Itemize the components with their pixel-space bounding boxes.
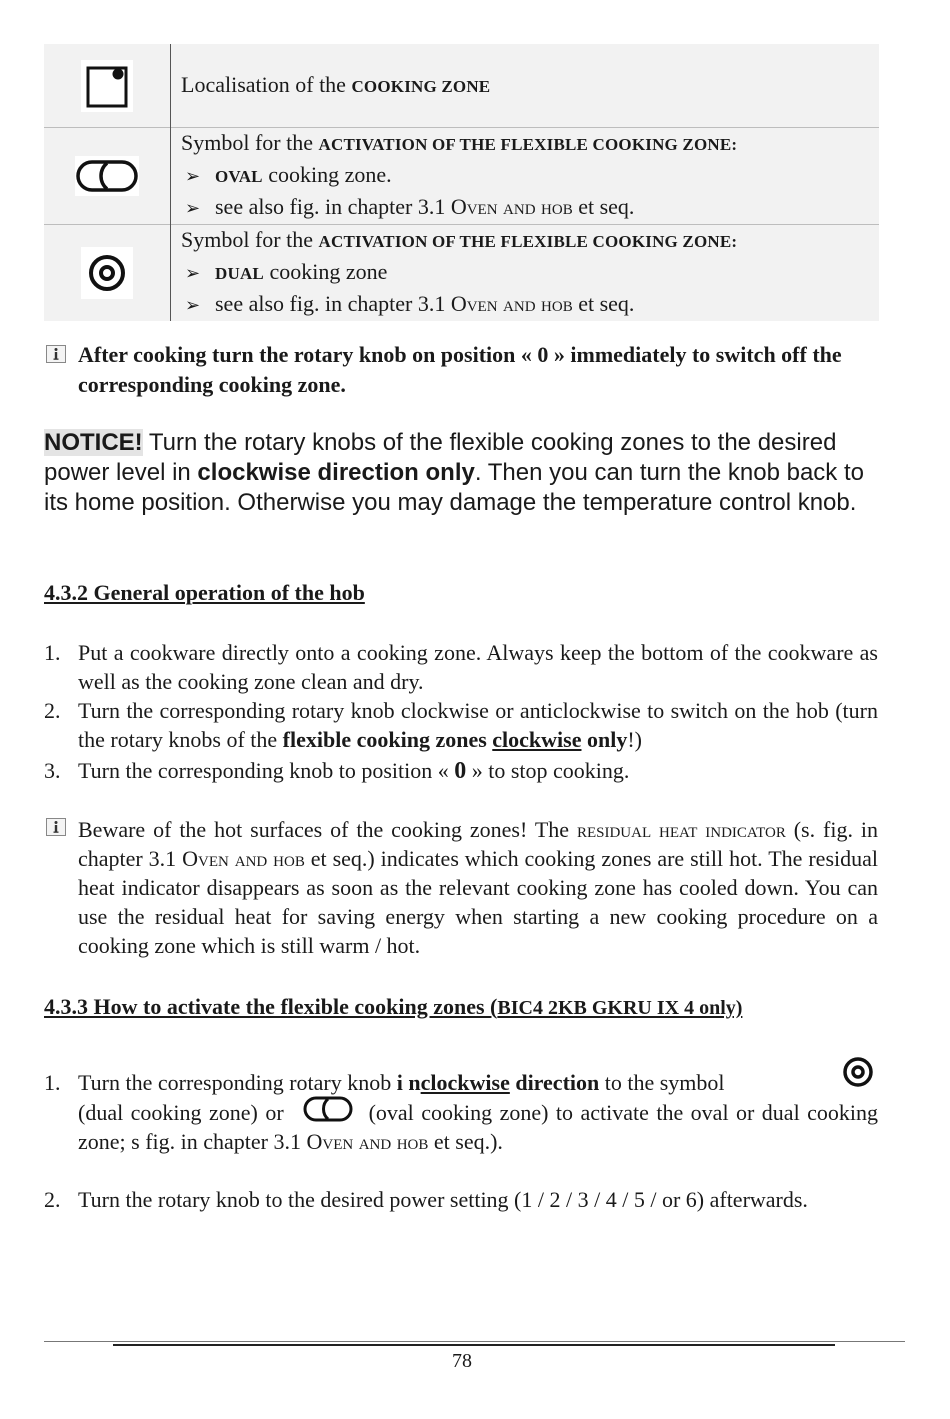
cooking-off-note: After cooking turn the rotary knob on position « 0 » immediately to switch off the corresponding cooking zone. (78, 342, 842, 397)
footer-divider (113, 1344, 835, 1346)
list-item (44, 696, 878, 754)
step-number: 3. (44, 758, 61, 783)
arrow-bullet-icon: ➢ (185, 166, 201, 187)
step-bold-text: direction (509, 1070, 600, 1095)
row-title (181, 128, 879, 160)
step-line (78, 1054, 878, 1098)
bullet-caps: DUAL (215, 264, 264, 283)
row-text: Symbol for the (181, 227, 319, 252)
bullet-text-end: et seq. (572, 291, 635, 316)
step-number: 2. (44, 1187, 61, 1212)
bullet-smallcaps: Oven and hob (450, 194, 573, 219)
list-item (44, 638, 878, 696)
note-smallcaps: residual heat indicator (576, 817, 786, 842)
bullet-item (181, 257, 879, 289)
step-bold-text: flexible cooking zones (282, 727, 487, 752)
heading-text: 4.3.3 How to activate the flexible cooking zones ( (44, 994, 498, 1019)
table-row (44, 225, 879, 322)
notice-paragraph (44, 428, 880, 518)
residual-heat-note (78, 815, 878, 960)
arrow-bullet-icon: ➢ (185, 263, 201, 284)
bullet-item (181, 289, 879, 321)
symbol-cell (44, 44, 171, 128)
arrow-bullet-icon: ➢ (185, 198, 201, 219)
section-heading-flexible-zones (44, 994, 742, 1020)
step-text: to the symbol (599, 1070, 725, 1095)
general-operation-steps (44, 638, 878, 786)
list-item (44, 756, 878, 786)
row-text: Symbol for the (181, 130, 319, 155)
heading-model: BIC4 2KB GKRU IX 4 only) (497, 997, 743, 1019)
note-text: (s. fig. in chapter 3.1 (78, 817, 878, 871)
row-caps: ACTIVATION OF THE FLEXIBLE COOKING ZONE: (318, 232, 738, 251)
symbol-cell (44, 128, 171, 225)
step-text: Turn the corresponding rotary knob (78, 1070, 397, 1095)
note-smallcaps: Oven and hob (182, 846, 305, 871)
list-item (44, 1185, 878, 1214)
notice-text: Turn the rotary knobs of the flexible cooking zones to the desired power level in (44, 429, 837, 486)
step-text-end: !) (627, 727, 642, 752)
bullet-text-end: et seq. (572, 194, 635, 219)
oval-zone-icon (75, 156, 139, 196)
step-text: Turn the corresponding rotary knob clockwise or anticlockwise to switch on the hob (turn the rotary knobs of the (78, 698, 878, 752)
notice-text-end: . Then you can turn the knob back to its home position. Otherwise you may damage the temperature control knob. (44, 459, 864, 516)
description-cell (171, 128, 880, 225)
bullet-text: cooking zone. (262, 162, 392, 187)
step-text-end: » to stop cooking. (466, 758, 630, 783)
step-text: Turn the rotary knob to the desired power setting (1 / 2 / 3 / 4 / 5 / or 6) afterwards. (78, 1187, 808, 1212)
list-item (44, 1054, 878, 1156)
step-bold-text: i n (396, 1070, 421, 1095)
oval-zone-icon (303, 1095, 353, 1123)
step-number: 2. (44, 698, 61, 723)
step-smallcaps: Oven and hob (306, 1129, 429, 1154)
info-icon (46, 818, 66, 836)
bullet-text: see also fig. in chapter 3.1 (215, 194, 451, 219)
table-row (44, 128, 879, 225)
row-title (181, 225, 879, 257)
info-icon (46, 345, 66, 363)
bullet-smallcaps: Oven and hob (450, 291, 573, 316)
bullet-text: cooking zone (263, 259, 388, 284)
note-text: Beware of the hot surfaces of the cooking zones! The (78, 817, 577, 842)
flexible-zone-steps (44, 1054, 878, 1214)
notice-label: NOTICE! (44, 429, 143, 456)
bullet-caps: OVAL (215, 167, 263, 186)
section-heading-general-operation: 4.3.2 General operation of the hob (44, 580, 365, 605)
step-text: Put a cookware directly onto a cooking zone. Always keep the bottom of the cookware as well as the cooking zone clean and dry. (78, 640, 878, 694)
symbol-cell (44, 225, 171, 322)
row-caps: ACTIVATION OF THE FLEXIBLE COOKING ZONE: (318, 135, 738, 154)
step-line-text (78, 1068, 725, 1097)
page-number: 78 (452, 1350, 472, 1372)
row-caps: COOKING ZONE (351, 76, 491, 96)
step-text: (dual cooking zone) or (78, 1100, 284, 1125)
step-text-end: et seq.). (428, 1129, 503, 1154)
step-line (78, 1098, 878, 1156)
step-text: Turn the corresponding knob to position « (78, 758, 455, 783)
footer-divider (44, 1341, 905, 1342)
step-number: 1. (44, 1070, 61, 1095)
step-bold-text: 0 (454, 758, 467, 784)
step-text: (oval cooking zone) to activate the oval or dual cooking zone; s fig. in chapter 3.1 (78, 1100, 879, 1154)
description-cell (171, 44, 880, 128)
dual-zone-icon (840, 1054, 876, 1090)
note-text: et seq.) indicates which cooking zones are still hot. The residual heat indicator disappears as soon as the relevant cooking zone has cooled down. You can use the residual heat for saving energy when starting a new cooking procedure on a cooking zone which is still warm / hot. (78, 846, 878, 958)
step-underline-text: clockwise (420, 1070, 510, 1095)
cooking-zone-location-icon (81, 60, 133, 112)
symbol-table (44, 44, 879, 321)
step-number: 1. (44, 640, 61, 665)
step-underline-text: clockwise (492, 727, 582, 752)
row-text: Localisation of the (181, 71, 352, 97)
step-bold-text: only (586, 727, 628, 752)
bullet-item (181, 160, 879, 192)
notice-bold-text: clockwise direction only (197, 459, 475, 486)
description-cell (171, 225, 880, 322)
bullet-item (181, 192, 879, 224)
table-row (44, 44, 879, 128)
dual-zone-icon (81, 247, 133, 299)
arrow-bullet-icon: ➢ (185, 295, 201, 316)
bullet-text: see also fig. in chapter 3.1 (215, 291, 451, 316)
